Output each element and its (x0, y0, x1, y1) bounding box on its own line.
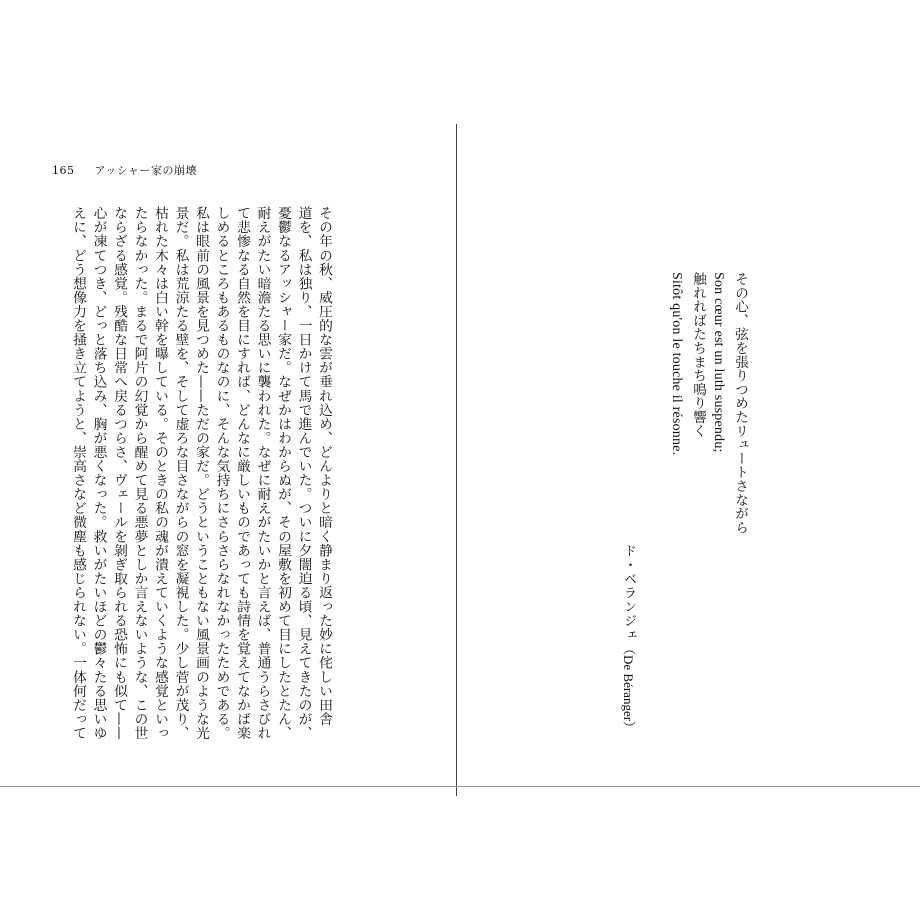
body-line: 枯れた木々は白い幹を曝している。そのときの私の魂が潰えていくような感覚といっ (152, 206, 168, 740)
attribution-name: ド・ベランジェ (621, 544, 636, 642)
attribution-latin: （De Béranger） (621, 642, 636, 735)
body-line: えに、どう想像力を掻き立てようと、崇高さなど微塵も感じられない。一体何だって (70, 206, 86, 740)
running-title: アッシャー家の崩壊 (94, 164, 198, 177)
page-gutter (456, 124, 457, 796)
body-line: 耐えがたい暗澹たる思いに襲われた。なぜに耐えがたいかと言えば、普通うらさびれ (254, 206, 271, 740)
epigraph-line-fr: Sitôt qu'on le touche il résonne. (669, 272, 684, 456)
body-line: 景だ。私は荒涼たる壁を、そして虚ろな目さながらの窓を凝視した。少し菅が茂り、 (172, 206, 189, 740)
page-bottom-rule (0, 786, 920, 787)
body-line: その年の秋、威圧的な雲が垂れ込め、どんよりと暗く静まり返った妙に侘しい田舎 (316, 206, 332, 726)
epigraph (666, 272, 750, 572)
page-header (52, 164, 197, 178)
body-line: たらなかった。まるで阿片の幻覚から醒めて見る悪夢としか言えないような、この世 (131, 206, 148, 740)
body-line: 私は眼前の風景を見つめた——ただの家だ。どうということもない風景画のような光 (193, 206, 209, 740)
body-text (70, 206, 334, 766)
epigraph-line-ja: その心、弦を張りつめたリュートさながら (732, 272, 748, 535)
body-line: 道を、私は独り、一日かけて馬で進んでいた。ついに夕闇迫る頃、見えてきたのが、 (295, 206, 312, 740)
page-number: 165 (52, 164, 75, 177)
epigraph-attribution (616, 544, 638, 734)
body-line: 憂鬱なるアッシャー家だ。なぜかはわからぬが、その屋敷を初めて目にしたとたん、 (275, 206, 291, 740)
body-line: ならざる感覚。残酷な日常へ戻るつらさ、ヴェールを剝ぎ取られる恐怖にも似て—— (111, 206, 127, 740)
epigraph-line-fr: Son cœur est un luth suspendu; (711, 272, 726, 453)
body-line: しめるところもあるものなのに、そんな気持ちにさらさらなれなかったためである。 (213, 206, 230, 740)
body-line: て悲惨なる自然を目にすれば、どんなに厳しいものであっても詩情を覚えてなかば楽 (234, 206, 250, 740)
body-line: 心が凍てつき、どっと落ち込み、胸が悪くなった。救いがたいほどの鬱々たる思いゆ (90, 206, 107, 740)
epigraph-line-ja: 触れればたちまち鳴り響く (690, 272, 706, 438)
